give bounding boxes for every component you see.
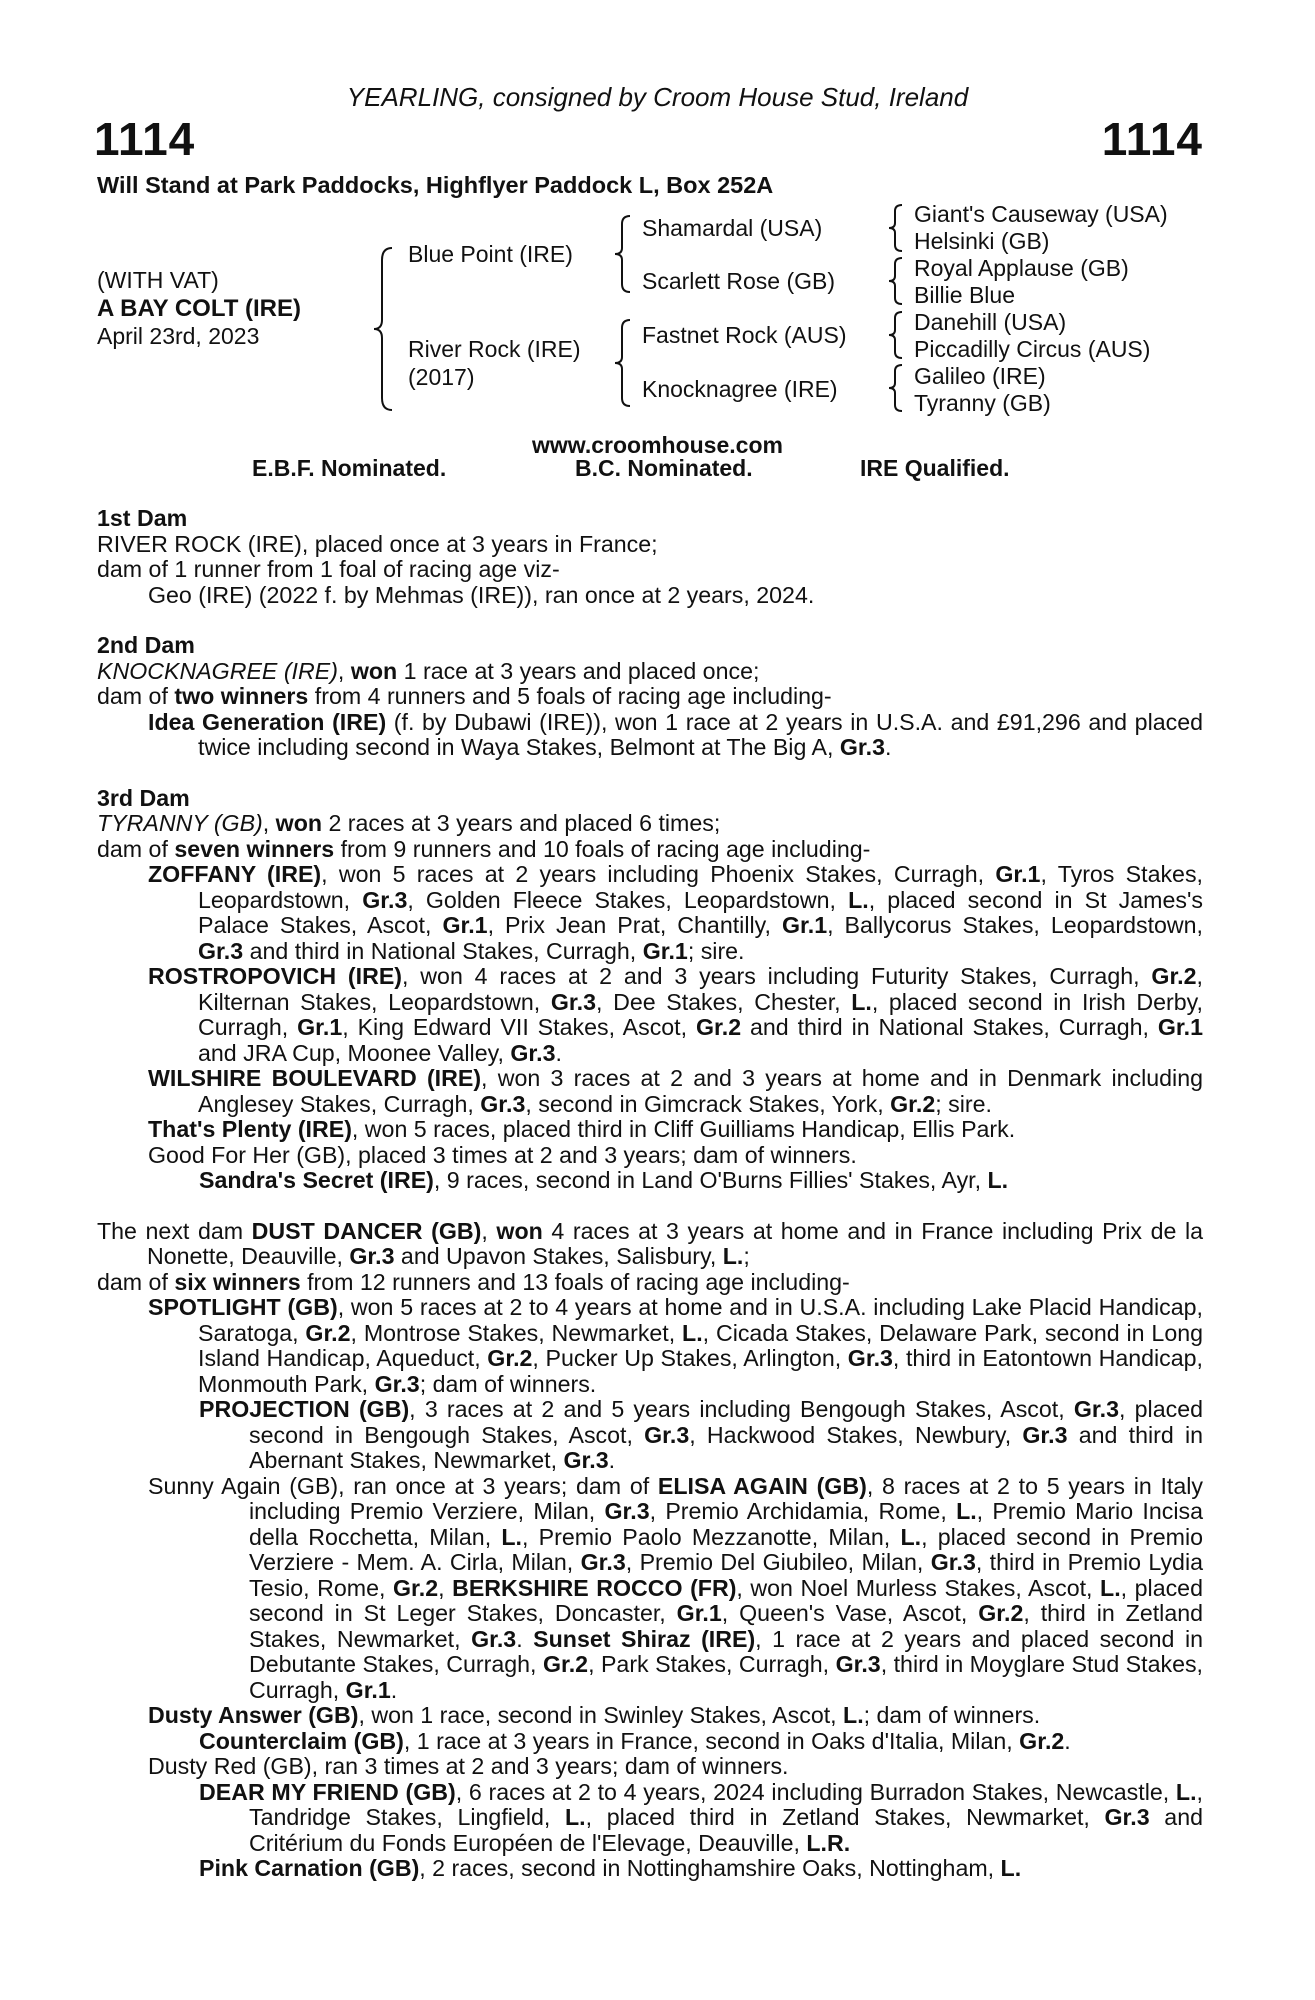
text-run: , 8 races at 2 to 5 years in Italy including Premio Verziere, Milan, [249, 1472, 1203, 1524]
bold-run: L. [682, 1319, 703, 1346]
bold-run: Gr.2 [542, 1651, 589, 1677]
pedigree-dam-sire: Fastnet Rock (AUS) [642, 322, 847, 348]
page-subtitle: YEARLING, consigned by Croom House Stud, Ireland [346, 82, 969, 112]
produce-entry [97, 1066, 1203, 1117]
bc-nominated: B.C. Nominated. [575, 455, 753, 481]
bold-run: L. [956, 1498, 977, 1524]
text-run: ; sire. [687, 937, 745, 964]
bold-run: L. [851, 988, 872, 1015]
bold-run: Gr.1 [781, 912, 828, 938]
first-dam-line: dam of 1 runner from 1 foal of racing age viz- [97, 556, 560, 582]
produce-entry: Good For Her (GB), placed 3 times at 2 and 3 years; dam of winners. [148, 1141, 857, 1168]
pedigree-dam-dam: Knocknagree (IRE) [642, 376, 838, 402]
bold-run: L. [1175, 1778, 1197, 1805]
bold-run: L. [843, 1702, 864, 1728]
pedigree-brace-sire [612, 214, 634, 294]
winners-count: two winners [174, 683, 309, 709]
horse-dob: April 23rd, 2023 [97, 323, 260, 349]
bold-run: Gr.3 [362, 886, 408, 913]
second-dam-heading: 2nd Dam [97, 632, 195, 658]
catalogue-body [97, 506, 1203, 1907]
bold-run: Gr.1 [297, 1014, 343, 1040]
pedigree-sire-dam: Scarlett Rose (GB) [642, 268, 835, 294]
text-run: , placed second in St James's Palace Stakes, Ascot, [198, 886, 1204, 938]
next-dam-line [97, 1270, 1203, 1296]
produce-entry [97, 1474, 1203, 1704]
pedigree-brace-dam [612, 318, 634, 408]
text-run: , won 5 races, placed third in Cliff Guilliams Handicap, Ellis Park. [351, 1116, 1016, 1142]
text-run: , 6 races at 2 to 4 years, 2024 including Burradon Stakes, Newcastle, [455, 1778, 1176, 1805]
text-run: , King Edward VII Stakes, Ascot, [342, 1014, 696, 1040]
lot-number-right: 1114 [1101, 113, 1203, 165]
bold-run: ROSTROPOVICH (IRE) [148, 963, 403, 989]
bold-run: Pink Carnation (GB) [199, 1855, 420, 1881]
bold-run: Gr.3 [644, 1421, 690, 1448]
text-run: , Premio Del Giubileo, Milan, [625, 1549, 931, 1575]
bold-run: L. [1100, 1574, 1121, 1601]
text-run: ; dam of winners. [863, 1702, 1041, 1728]
text: ; [743, 1243, 750, 1269]
bold-run: Sandra's Secret (IRE) [199, 1167, 434, 1193]
produce-entry [97, 964, 1203, 1066]
second-dam-line [97, 684, 1203, 710]
bold-run: Gr.3 [847, 1345, 893, 1371]
bold-run: Gr.1 [642, 937, 688, 964]
ire-qualified: IRE Qualified. [860, 455, 1010, 481]
text-run: , Hackwood Stakes, Newbury, [689, 1421, 1023, 1448]
produce-entry [97, 1729, 1203, 1755]
text-run: , 3 races at 2 and 5 years including Bengough Stakes, Ascot, [409, 1396, 1074, 1422]
text-run: and JRA Cup, Moonee Valley, [198, 1039, 511, 1066]
pedigree-ddd: Tyranny (GB) [914, 390, 1051, 416]
pedigree-brace-dd [886, 363, 906, 413]
text: 1 race at 3 years and placed once; [397, 657, 760, 684]
pedigree-dsd: Piccadilly Circus (AUS) [914, 336, 1151, 362]
won-text: won [496, 1217, 543, 1244]
bold-run: Gr.2 [392, 1574, 439, 1601]
text: from 9 runners and 10 foals of racing age including- [334, 835, 871, 862]
bold-run: Gr.1 [676, 1600, 722, 1626]
text-run: , third in Moyglare Stud Stakes, Curragh, [249, 1651, 1204, 1703]
bold-run: Gr.2 [1151, 963, 1197, 989]
produce-entry [97, 1397, 1203, 1474]
text-run: , 1 race at 3 years in France, second in Oaks d'Italia, Milan, [403, 1727, 1020, 1754]
bold-run: Gr.1 [442, 912, 488, 938]
text-run: and third in National Stakes, Curragh, [243, 937, 643, 964]
produce-entry: Dusty Red (GB), ran 3 times at 2 and 3 years; dam of winners. [148, 1753, 789, 1779]
bold-run: Gr.3 [510, 1039, 556, 1066]
text-run: , won 3 races at 2 and 3 years at home and in Denmark including Anglesey Stakes, Curragh, [198, 1065, 1203, 1117]
third-dam-section [97, 786, 1203, 1194]
first-dam-section [97, 506, 1203, 608]
bold-run: Gr.3 [550, 988, 596, 1015]
bold-run: DEAR MY FRIEND (GB) [199, 1778, 456, 1805]
text-run: Sunny Again (GB), ran once at 3 years; dam of [148, 1472, 658, 1499]
won-text: won [350, 657, 398, 684]
bold-run: Gr.3 [198, 937, 244, 964]
pedigree-sdd: Billie Blue [914, 282, 1015, 308]
produce-entry [97, 1856, 1203, 1882]
second-dam-section [97, 633, 1203, 761]
bold-run: L. [501, 1523, 522, 1550]
text-run: , won 1 race, second in Swinley Stakes, Ascot, [358, 1702, 844, 1728]
text-run: , [438, 1574, 453, 1601]
pedigree-sss: Giant's Causeway (USA) [914, 201, 1168, 227]
pedigree-sds: Royal Applause (GB) [914, 255, 1129, 281]
text-run: , Queen's Vase, Ascot, [721, 1600, 979, 1626]
text-run: , third in Premio Lydia Tesio, Rome, [249, 1549, 1204, 1601]
text: 2 races at 3 years and placed 6 times; [322, 810, 721, 836]
bold-run: Gr.1 [345, 1676, 391, 1703]
bold-run: Gr.3 [1104, 1804, 1150, 1830]
dam-name: TYRANNY (GB) [97, 810, 263, 836]
text-run: , placed second in Irish Derby, Curragh, [198, 988, 1203, 1040]
pedigree-sire: Blue Point (IRE) [408, 241, 573, 267]
pedigree-brace-main [370, 246, 400, 412]
third-dam-line: TYRANNY (GB), won 2 races at 3 years and placed 6 times; [97, 810, 721, 836]
dam-name: KNOCKNAGREE (IRE) [97, 657, 338, 684]
bold-run: Gr.3 [471, 1625, 517, 1652]
bold-run: Gr.3 [835, 1651, 881, 1677]
produce-entry [97, 1295, 1203, 1397]
text-run: , 2 races, second in Nottinghamshire Oaks, Nottingham, [419, 1855, 1001, 1881]
text-run: , placed second in St Leger Stakes, Doncaster, [249, 1574, 1203, 1626]
second-dam-line: KNOCKNAGREE (IRE), won 1 race at 3 years and placed once; [97, 657, 760, 684]
stand-location: Will Stand at Park Paddocks, Highflyer Paddock L, Box 252A [97, 172, 774, 198]
text-run: , Golden Fleece Stakes, Leopardstown, [407, 886, 849, 913]
bold-run: Gr.3 [580, 1549, 626, 1575]
text-run: , Premio Mario Incisa della Rocchetta, Milan, [249, 1498, 1203, 1550]
pedigree-dam-year: (2017) [408, 364, 475, 390]
next-dam-line: The next dam DUST DANCER (GB), won 4 races at 3 years at home and in France including Prix de la Nonette, Deauville, Gr.3 and Upavon Stakes, Salisbury, L.; [97, 1217, 1204, 1269]
text-run: and third in Abernant Stakes, Newmarket, [249, 1421, 1204, 1473]
text-run: . [1064, 1727, 1071, 1754]
text: (f. by Dubawi (IRE)), won 1 race at 2 years in U.S.A. and £91,296 and placed twice including second in Waya Stakes, Belmont at The Big A, [198, 708, 1204, 760]
bold-run: Gr.1 [1157, 1014, 1203, 1040]
text-run: , 1 race at 2 years and placed second in Debutante Stakes, Curragh, [249, 1625, 1203, 1677]
produce-entry [97, 1117, 1203, 1143]
text: from 12 runners and 13 foals of racing age including- [300, 1268, 850, 1295]
bold-run: Gr.3 [563, 1447, 609, 1473]
text-run: ; sire. [935, 1090, 992, 1117]
text: The next dam [97, 1217, 252, 1244]
text-run: , third in Eatontown Handicap, Monmouth Park, [198, 1345, 1203, 1397]
lot-number-left: 1114 [94, 113, 196, 165]
text-run: , Prix Jean Prat, Chantilly, [487, 912, 782, 938]
first-dam-heading: 1st Dam [97, 505, 188, 531]
text: dam of [97, 683, 175, 709]
produce-entry [97, 862, 1203, 964]
bold-run: Gr.3 [1022, 1421, 1068, 1448]
text: . [884, 734, 892, 760]
pedigree-sire-sire: Shamardal (USA) [642, 215, 823, 241]
pedigree-brace-ss [886, 203, 906, 253]
text-run: , second in Gimcrack Stakes, York, [525, 1090, 891, 1117]
text-run: , Premio Paolo Mezzanotte, Milan, [521, 1523, 901, 1550]
bold-run: That's Plenty (IRE) [148, 1116, 352, 1142]
produce-entry [97, 710, 1203, 761]
pedigree-dam: River Rock (IRE) [408, 336, 581, 362]
bold-run: L. [900, 1523, 922, 1550]
bold-run: L. [564, 1804, 586, 1830]
first-dam-produce: Geo (IRE) (2022 f. by Mehmas (IRE)), ran once at 2 years, 2024. [148, 581, 815, 608]
text-run: , Cicada Stakes, Delaware Park, second in Long Island Handicap, Aqueduct, [198, 1319, 1204, 1371]
text-run: , won 5 races at 2 years including Phoenix Stakes, Curragh, [321, 861, 996, 887]
horse-name: A BAY COLT (IRE) [97, 295, 302, 322]
produce-entry [97, 1703, 1203, 1729]
horse-name: Idea Generation (IRE) [148, 708, 387, 735]
website-link[interactable]: www.croomhouse.com [532, 432, 783, 458]
text-run: . [608, 1447, 616, 1473]
bold-run: Counterclaim (GB) [199, 1727, 404, 1754]
text-run: , won 5 races at 2 to 4 years at home and in U.S.A. including Lake Placid Handicap, Saratoga, [198, 1294, 1203, 1346]
text-run: , Dee Stakes, Chester, [596, 988, 852, 1015]
text-run: ; dam of winners. [419, 1370, 597, 1397]
bold-run: Gr.2 [890, 1090, 936, 1117]
winners-count: six winners [174, 1268, 301, 1295]
text-run: , third in Zetland Stakes, Newmarket, [249, 1600, 1204, 1652]
text: 4 races at 3 years at home and in France including Prix de la Nonette, Deauville, [147, 1217, 1204, 1269]
first-dam-line: RIVER ROCK (IRE), placed once at 3 years in France; [97, 530, 658, 557]
next-dam-section [97, 1219, 1203, 1882]
pedigree-ssd: Helsinki (GB) [914, 228, 1050, 254]
text-run: and third in National Stakes, Curragh, [741, 1014, 1158, 1040]
pedigree-dss: Danehill (USA) [914, 309, 1067, 335]
produce-entry [97, 1780, 1203, 1857]
pedigree-brace-ds [886, 310, 906, 360]
bold-run: WILSHIRE BOULEVARD (IRE) [148, 1065, 482, 1091]
bold-run: L. [1000, 1855, 1022, 1881]
dam-name: DUST DANCER (GB) [251, 1217, 482, 1244]
bold-run: L.R. [806, 1829, 851, 1856]
bold-run: Gr.2 [695, 1014, 742, 1040]
text-run: , 9 races, second in Land O'Burns Fillies' Stakes, Ayr, [433, 1167, 988, 1193]
bold-run: BERKSHIRE ROCCO (FR) [452, 1574, 737, 1601]
bold-run: L. [987, 1167, 1009, 1193]
text-run: , Montrose Stakes, Newmarket, [350, 1319, 683, 1346]
text-run: , Tandridge Stakes, Lingfield, [249, 1778, 1203, 1830]
ebf-nominated: E.B.F. Nominated. [252, 455, 447, 481]
grade: Gr.3 [349, 1243, 395, 1269]
bold-run: Gr.2 [305, 1319, 351, 1346]
bold-run: Gr.3 [930, 1549, 976, 1575]
text-run: , Park Stakes, Curragh, [588, 1651, 836, 1677]
bold-run: Gr.3 [1073, 1396, 1120, 1422]
bold-run: Gr.2 [978, 1600, 1024, 1626]
produce-entry [97, 1168, 1203, 1194]
bold-run: ZOFFANY (IRE) [148, 861, 322, 887]
bold-run: Dusty Answer (GB) [148, 1702, 359, 1728]
bold-run: Gr.2 [1019, 1727, 1065, 1754]
text-run: . [390, 1676, 398, 1703]
text: dam of [97, 835, 175, 862]
grade: Gr.3 [839, 734, 885, 760]
text: and Upavon Stakes, Salisbury, [394, 1243, 723, 1269]
bold-run: SPOTLIGHT (GB) [148, 1294, 338, 1320]
text-run: , Pucker Up Stakes, Arlington, [532, 1345, 848, 1371]
bold-run: Gr.1 [995, 861, 1041, 887]
third-dam-line [97, 837, 1203, 863]
bold-run: L. [848, 886, 869, 913]
text-run: , Tyros Stakes, Leopardstown, [198, 861, 1203, 913]
text-run: , won 4 races at 2 and 3 years including Futurity Stakes, Curragh, [402, 963, 1152, 989]
text: from 4 runners and 5 foals of racing age including- [308, 683, 832, 709]
bold-run: ELISA AGAIN (GB) [657, 1472, 867, 1499]
text-run: , won Noel Murless Stakes, Ascot, [736, 1574, 1101, 1601]
pedigree-brace-sd [886, 256, 906, 306]
winners-count: seven winners [174, 835, 335, 862]
bold-run: Gr.3 [374, 1370, 420, 1397]
bold-run: Gr.2 [487, 1345, 533, 1371]
horse-vat: (WITH VAT) [97, 267, 219, 293]
bold-run: Gr.3 [604, 1498, 650, 1524]
text-run: , placed second in Premio Verziere - Mem. A. Cirla, Milan, [249, 1523, 1203, 1575]
won-text: won [275, 810, 323, 836]
pedigree-dds: Galileo (IRE) [914, 363, 1046, 389]
text-run: and Critérium du Fonds Européen de l'Elevage, Deauville, [249, 1804, 1203, 1856]
bold-run: Gr.3 [480, 1090, 526, 1117]
text-run: , Ballycorus Stakes, Leopardstown, [827, 912, 1204, 938]
third-dam-heading: 3rd Dam [97, 784, 190, 811]
text-run: , Kilternan Stakes, Leopardstown, [198, 963, 1203, 1015]
grade: L. [722, 1243, 744, 1269]
text-run: . [516, 1625, 534, 1652]
text-run: , placed second in Bengough Stakes, Ascot, [249, 1396, 1203, 1448]
bold-run: PROJECTION (GB) [199, 1396, 410, 1422]
text-run: . [555, 1039, 562, 1066]
text-run: , Premio Archidamia, Rome, [649, 1498, 957, 1524]
bold-run: Sunset Shiraz (IRE) [533, 1625, 756, 1652]
text: dam of [97, 1268, 175, 1295]
text-run: , placed third in Zetland Stakes, Newmarket, [585, 1804, 1105, 1830]
